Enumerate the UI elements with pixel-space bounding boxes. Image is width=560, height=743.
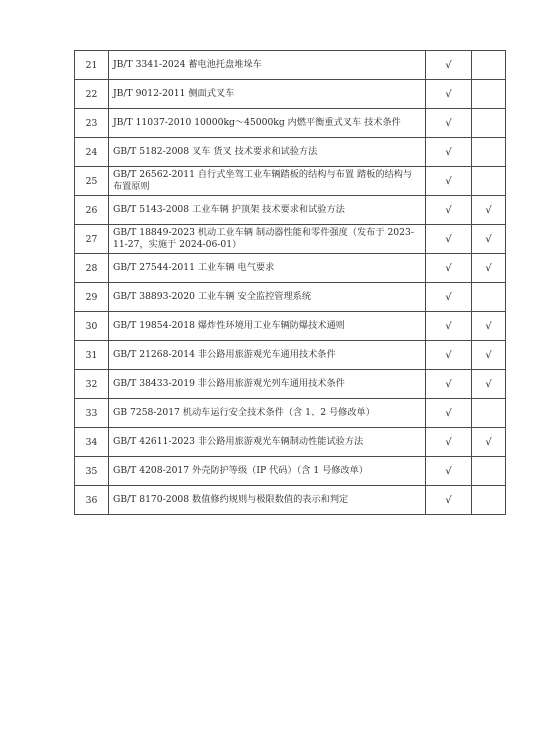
check-mark-col-2: √ [472, 428, 506, 457]
table-row [75, 225, 506, 254]
check-mark-col-2 [472, 51, 506, 80]
table-row [75, 370, 506, 399]
standard-description: GB/T 21268-2014 非公路用旅游观光车通用技术条件 [109, 341, 426, 370]
standard-description: GB/T 27544-2011 工业车辆 电气要求 [109, 254, 426, 283]
table-row [75, 283, 506, 312]
table-row [75, 312, 506, 341]
check-mark-col-1: √ [426, 370, 472, 399]
row-number: 34 [75, 428, 109, 457]
standard-description: GB/T 8170-2008 数值修约规则与极限数值的表示和判定 [109, 486, 426, 515]
check-mark-col-2: √ [472, 341, 506, 370]
row-number: 32 [75, 370, 109, 399]
check-mark-col-1: √ [426, 399, 472, 428]
standard-description: GB/T 38433-2019 非公路用旅游观光列车通用技术条件 [109, 370, 426, 399]
row-number: 30 [75, 312, 109, 341]
check-mark-col-1: √ [426, 109, 472, 138]
check-mark-col-1: √ [426, 486, 472, 515]
check-mark-col-2 [472, 80, 506, 109]
row-number: 25 [75, 167, 109, 196]
check-mark-col-1: √ [426, 283, 472, 312]
check-mark-col-1: √ [426, 167, 472, 196]
check-mark-col-2 [472, 457, 506, 486]
check-mark-col-2: √ [472, 312, 506, 341]
row-number: 27 [75, 225, 109, 254]
standard-description: JB/T 11037-2010 10000kg～45000kg 内燃平衡重式叉车 技术条件 [109, 109, 426, 138]
row-number: 22 [75, 80, 109, 109]
check-mark-col-1: √ [426, 457, 472, 486]
check-mark-col-2: √ [472, 196, 506, 225]
check-mark-col-2: √ [472, 370, 506, 399]
check-mark-col-1: √ [426, 225, 472, 254]
check-mark-col-1: √ [426, 51, 472, 80]
row-number: 23 [75, 109, 109, 138]
table-row [75, 399, 506, 428]
table-row [75, 51, 506, 80]
check-mark-col-2 [472, 486, 506, 515]
row-number: 31 [75, 341, 109, 370]
row-number: 24 [75, 138, 109, 167]
check-mark-col-1: √ [426, 312, 472, 341]
standard-description: JB/T 3341-2024 蓄电池托盘堆垛车 [109, 51, 426, 80]
standard-description: GB 7258-2017 机动车运行安全技术条件（含 1、2 号修改单） [109, 399, 426, 428]
row-number: 21 [75, 51, 109, 80]
table-row [75, 428, 506, 457]
check-mark-col-1: √ [426, 428, 472, 457]
table-row [75, 80, 506, 109]
table-row [75, 196, 506, 225]
check-mark-col-2 [472, 399, 506, 428]
standard-description: GB/T 5182-2008 叉车 货叉 技术要求和试验方法 [109, 138, 426, 167]
standard-description: GB/T 19854-2018 爆炸性环境用工业车辆防爆技术通则 [109, 312, 426, 341]
check-mark-col-2: √ [472, 254, 506, 283]
table-row [75, 109, 506, 138]
row-number: 29 [75, 283, 109, 312]
standard-description: GB/T 5143-2008 工业车辆 护顶架 技术要求和试验方法 [109, 196, 426, 225]
table-row [75, 254, 506, 283]
check-mark-col-1: √ [426, 80, 472, 109]
standard-description: GB/T 38893-2020 工业车辆 安全监控管理系统 [109, 283, 426, 312]
check-mark-col-1: √ [426, 196, 472, 225]
standard-description: GB/T 26562-2011 自行式坐驾工业车辆踏板的结构与布置 踏板的结构与布置原则 [109, 167, 426, 196]
row-number: 26 [75, 196, 109, 225]
table-row [75, 341, 506, 370]
standard-description: GB/T 18849-2023 机动工业车辆 制动器性能和零件强度（发布于 2023-11-27，实施于 2024-06-01） [109, 225, 426, 254]
check-mark-col-2 [472, 283, 506, 312]
row-number: 36 [75, 486, 109, 515]
table-row [75, 167, 506, 196]
row-number: 28 [75, 254, 109, 283]
check-mark-col-2: √ [472, 225, 506, 254]
standard-description: GB/T 4208-2017 外壳防护等级（IP 代码）（含 1 号修改单） [109, 457, 426, 486]
standards-table [74, 50, 506, 515]
check-mark-col-2 [472, 109, 506, 138]
check-mark-col-2 [472, 138, 506, 167]
table-row [75, 138, 506, 167]
check-mark-col-1: √ [426, 341, 472, 370]
table-row [75, 457, 506, 486]
check-mark-col-1: √ [426, 254, 472, 283]
table-row [75, 486, 506, 515]
check-mark-col-2 [472, 167, 506, 196]
row-number: 35 [75, 457, 109, 486]
check-mark-col-1: √ [426, 138, 472, 167]
standard-description: JB/T 9012-2011 侧面式叉车 [109, 80, 426, 109]
row-number: 33 [75, 399, 109, 428]
standard-description: GB/T 42611-2023 非公路用旅游观光车辆制动性能试验方法 [109, 428, 426, 457]
standards-table-body [75, 51, 506, 515]
